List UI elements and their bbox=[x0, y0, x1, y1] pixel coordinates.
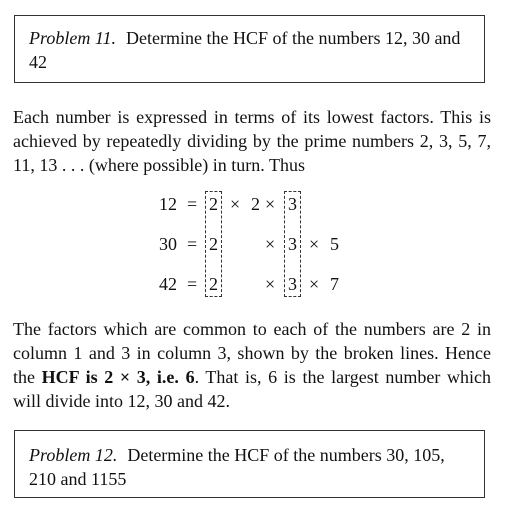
row-30-factor-col1: 2 bbox=[209, 234, 218, 254]
common-factor-column-1-outline bbox=[205, 191, 222, 297]
row-12-times-2: × bbox=[265, 194, 276, 214]
row-12-factor-col3: 3 bbox=[288, 194, 297, 214]
row-12-number: 12 bbox=[159, 194, 177, 214]
explanation-paragraph: Each number is expressed in terms of its lowest factors. This is achieved by repeatedly dividing by the prime numbers 2, 3, 5, 7, 11, 13 . . . (where possible) in turn. Thus bbox=[13, 107, 491, 175]
problem-11-title: Problem 11. bbox=[29, 28, 116, 48]
problem-11-text: Determine the HCF of the numbers 12, 30 and 42 bbox=[29, 28, 461, 72]
row-42-times-3: × bbox=[309, 274, 320, 294]
row-42-factor-col1: 2 bbox=[209, 274, 218, 294]
row-12-factor-col2: 2 bbox=[251, 194, 260, 214]
row-42-equals: = bbox=[187, 274, 198, 294]
problem-12-title: Problem 12. bbox=[29, 445, 118, 465]
row-12-times-1: × bbox=[230, 194, 241, 214]
common-factor-column-3-outline bbox=[284, 191, 301, 297]
problem-12-box bbox=[14, 430, 485, 498]
row-30-factor-col3: 3 bbox=[288, 234, 297, 254]
problem-12-text: Determine the HCF of the numbers 30, 105, 210 and 1155 bbox=[29, 445, 445, 489]
conclusion-hcf-bold: HCF is 2 × 3, i.e. 6 bbox=[41, 367, 195, 387]
row-42-number: 42 bbox=[159, 274, 177, 294]
conclusion-text-1: The factors which are common to each of the numbers are 2 in column 1 and 3 in column 3, shown by the broken lines. Hence the bbox=[13, 319, 491, 387]
problem-11-box bbox=[14, 15, 485, 83]
row-42-factor-col3: 3 bbox=[288, 274, 297, 294]
row-30-equals: = bbox=[187, 234, 198, 254]
row-42-factor-col4: 7 bbox=[330, 274, 339, 294]
row-42-times-2: × bbox=[265, 274, 276, 294]
conclusion-text-2: . That is, 6 is the largest number which will divide into 12, 30 and 42. bbox=[13, 367, 491, 411]
conclusion-paragraph bbox=[13, 317, 491, 413]
row-12-equals: = bbox=[187, 194, 198, 214]
row-30-times-2: × bbox=[265, 234, 276, 254]
row-30-factor-col4: 5 bbox=[330, 234, 339, 254]
row-30-number: 30 bbox=[159, 234, 177, 254]
row-12-factor-col1: 2 bbox=[209, 194, 218, 214]
row-30-times-3: × bbox=[309, 234, 320, 254]
